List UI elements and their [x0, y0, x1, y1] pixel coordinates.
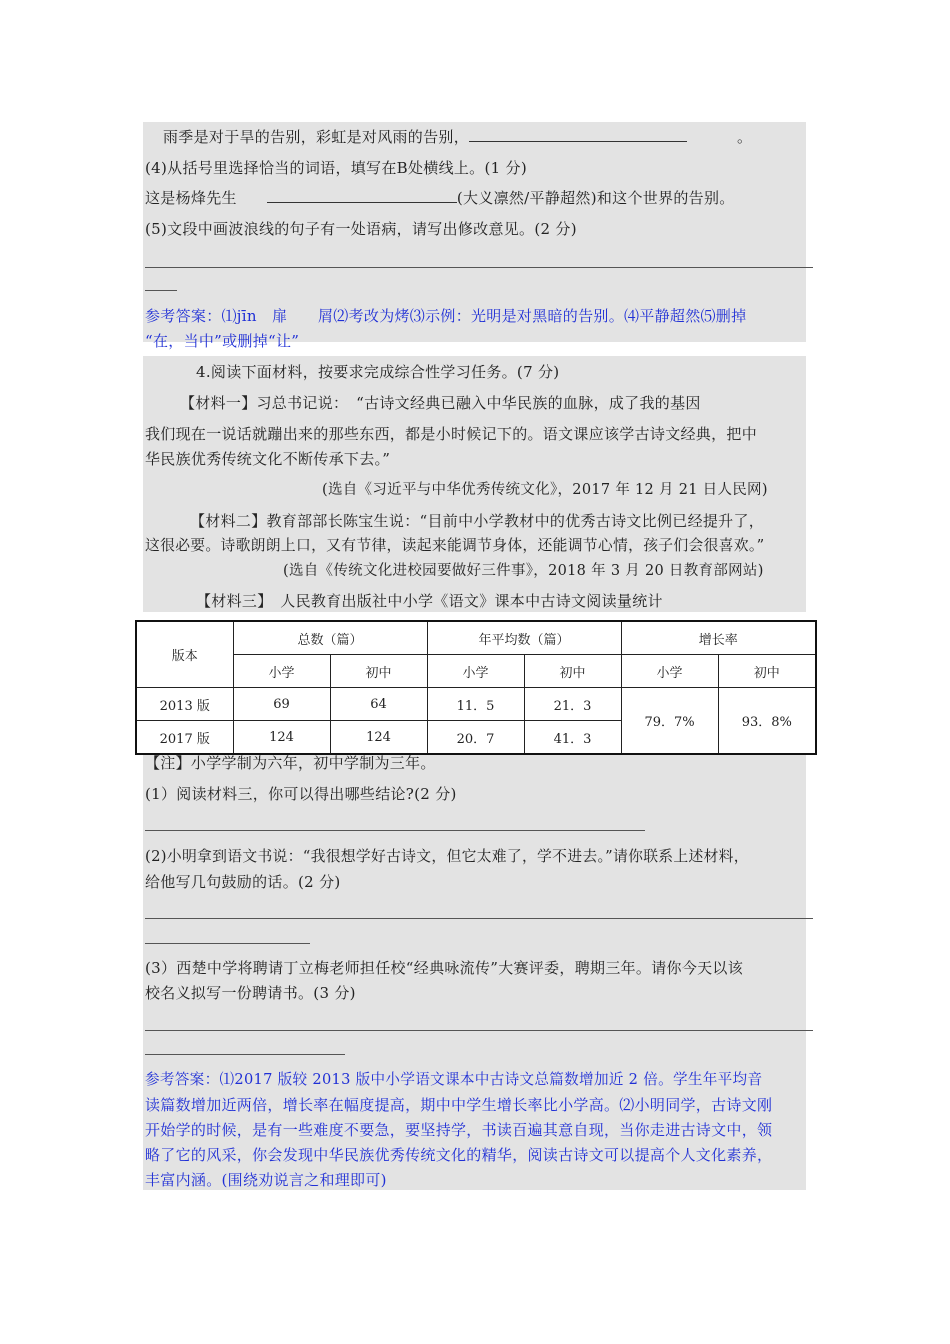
- material-3-title: 【材料三】 人民教育出版社中小学《语文》课本中古诗文阅读量统计: [196, 592, 663, 610]
- material-2: 【材料二】教育部部长陈宝生说：“目前中小学教材中的优秀古诗文比例已经提升了，: [190, 512, 765, 530]
- answer-blank-b[interactable]: [267, 188, 457, 203]
- question-1: (1）阅读材料三，你可以得出哪些结论?(2 分): [145, 785, 457, 803]
- reference-answer: 丰富内涵。(围绕劝说言之和理即可): [145, 1171, 387, 1189]
- answer-line[interactable]: [145, 267, 813, 268]
- reference-answer: 参考答案：⑴jīn 扉 屑⑵考改为烤⑶示例：光明是对黑暗的告别。⑷平静超然⑸删掉: [145, 307, 747, 325]
- header-total: 总数（篇）: [233, 621, 427, 655]
- cell-avg-junior: 41．3: [524, 721, 621, 755]
- text-line: 这是杨烽先生 (大义凛然/平静超然)和这个世界的告别。: [145, 189, 735, 207]
- answer-blank[interactable]: [469, 127, 687, 142]
- material-2: 这很必要。诗歌朗朗上口，又有节律，读起来能调节身体，还能调节心情，孩子们会很喜欢。”: [145, 537, 765, 554]
- cell-avg-primary: 20．7: [427, 721, 524, 755]
- header-average: 年平均数（篇）: [427, 621, 621, 655]
- reference-answer: 读篇数增加近两倍，增长率在幅度提高，期中中学生增长率比小学高。⑵小明同学，古诗文刚: [145, 1096, 773, 1114]
- cell-edition: 2013 版: [136, 688, 233, 721]
- question-3: 校名义拟写一份聘请书。(3 分): [145, 984, 356, 1002]
- reference-answer: 略了它的风采，你会发现中华民族优秀传统文化的精华，阅读古诗文可以提高个人文化素养，: [145, 1146, 773, 1164]
- answer-line[interactable]: [145, 830, 645, 831]
- subheader-primary: 小学: [621, 655, 718, 688]
- material-1: 【材料一】习总书记说： “古诗文经典已融入中华民族的血脉，成了我的基因: [180, 394, 701, 412]
- cell-avg-junior: 21．3: [524, 688, 621, 721]
- question-2: 给他写几句鼓励的话。(2 分): [145, 873, 341, 891]
- table-header-row: [136, 621, 816, 655]
- reference-answer: 开始学的时候，是有一些难度不要急，要坚持学，书读百遍其意自现，当你走进古诗文中，领: [145, 1121, 773, 1139]
- subheader-primary: 小学: [233, 655, 330, 688]
- table-note: 【注】小学学制为六年，初中学制为三年。: [145, 754, 436, 772]
- subheader-junior: 初中: [524, 655, 621, 688]
- statistics-table: [135, 620, 817, 755]
- subheader-junior: 初中: [718, 655, 816, 688]
- cell-edition: 2017 版: [136, 721, 233, 755]
- header-edition: 版本: [136, 621, 233, 688]
- text-line: 雨季是对于旱的告别，彩虹是对风雨的告别， 。: [163, 128, 753, 146]
- answer-line[interactable]: [145, 943, 310, 944]
- material-1: 华民族优秀传统文化不断传承下去。”: [145, 450, 391, 468]
- answer-line[interactable]: [145, 1030, 813, 1031]
- reference-answer: 参考答案：⑴2017 版较 2013 版中小学语文课本中古诗文总篇数增加近 2 倍。学生年平均音: [145, 1071, 763, 1088]
- table-row: [136, 688, 816, 721]
- question-5-sub: (5)文段中画波浪线的句子有一处语病，请写出修改意见。(2 分): [145, 220, 577, 238]
- subheader-junior: 初中: [330, 655, 427, 688]
- subheader-primary: 小学: [427, 655, 524, 688]
- reference-answer: “在，当中”或删掉“让”: [145, 332, 300, 350]
- material-2-source: (选自《传统文化进校园要做好三件事》，2018 年 3 月 20 日教育部网站): [283, 563, 764, 579]
- cell-total-junior: 64: [330, 688, 427, 721]
- cell-avg-primary: 11．5: [427, 688, 524, 721]
- cell-total-junior: 124: [330, 721, 427, 755]
- material-1: 我们现在一说话就蹦出来的那些东西，都是小时候记下的。语文课应该学古诗文经典，把中: [145, 425, 758, 443]
- answer-line[interactable]: [145, 918, 813, 919]
- cell-growth-junior: 93．8%: [718, 688, 816, 755]
- answer-line[interactable]: [145, 1054, 345, 1055]
- header-growth: 增长率: [621, 621, 816, 655]
- cell-total-primary: 69: [233, 688, 330, 721]
- cell-growth-primary: 79．7%: [621, 688, 718, 755]
- table-subheader-row: [136, 655, 816, 688]
- material-1-source: (选自《习近平与中华优秀传统文化》，2017 年 12 月 21 日人民网): [322, 482, 768, 498]
- cell-total-primary: 124: [233, 721, 330, 755]
- question-4-title: 4.阅读下面材料，按要求完成综合性学习任务。(7 分): [196, 363, 560, 381]
- question-3: (3）西楚中学将聘请丁立梅老师担任校“经典咏流传”大赛评委，聘期三年。请你今天以该: [145, 959, 744, 977]
- question-2: (2)小明拿到语文书说：“我很想学好古诗文，但它太难了，学不进去。”请你联系上述材料，: [145, 848, 749, 865]
- question-4-sub: (4)从括号里选择恰当的词语，填写在B处横线上。(1 分): [145, 159, 527, 177]
- answer-line[interactable]: [145, 290, 177, 291]
